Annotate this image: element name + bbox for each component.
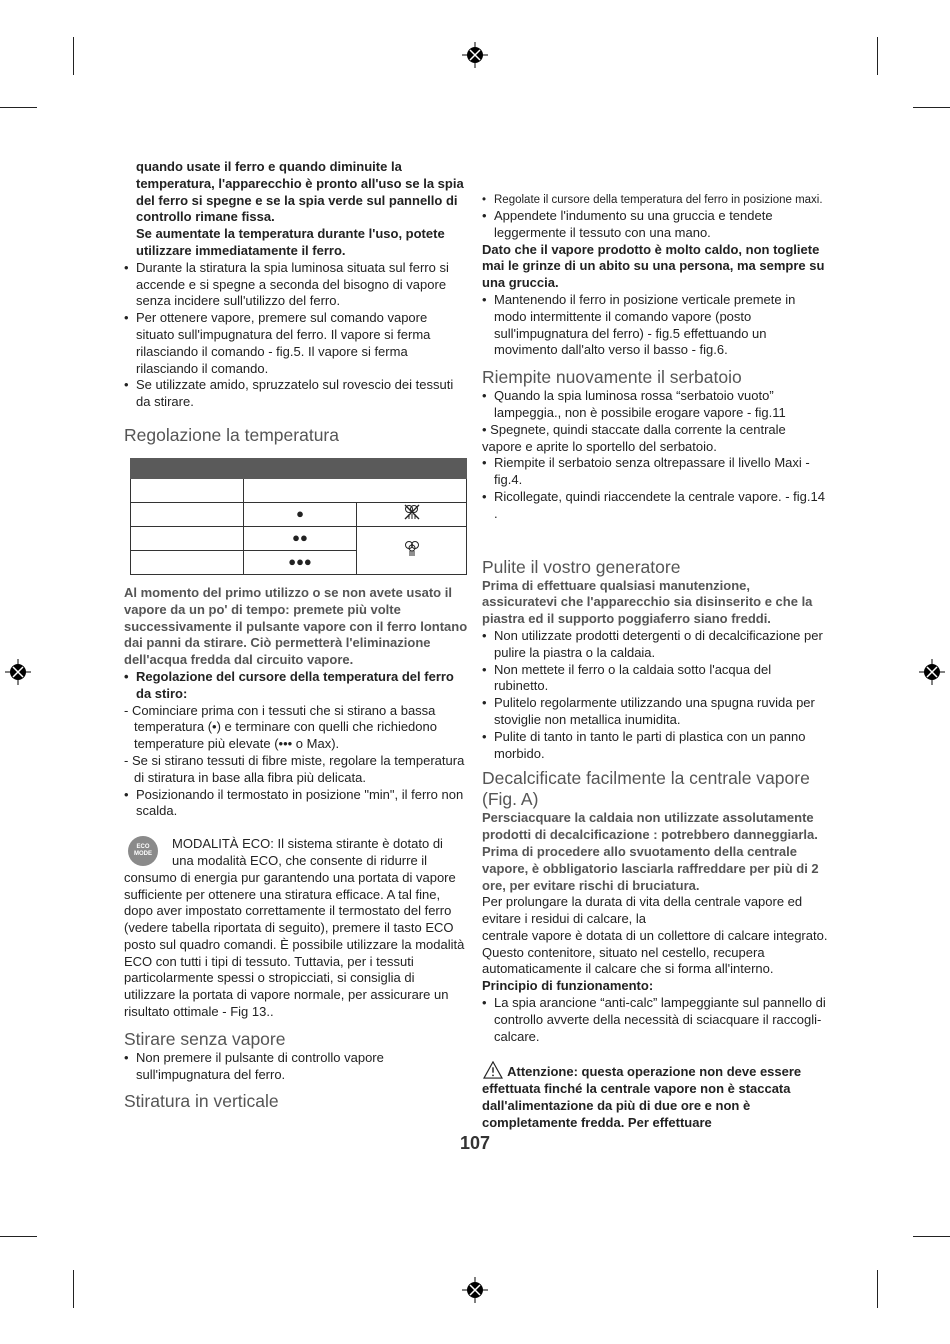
warning-block	[482, 1061, 828, 1131]
cursor-section	[124, 669, 468, 820]
registration-mark-icon	[462, 42, 488, 68]
page-number: 107	[460, 1132, 491, 1153]
right-column	[460, 192, 828, 1154]
list-item: • Mantenendo il ferro in posizione verticale premete in modo intermittente il comando vapore (posto sull'impugnatura del ferro) - fig.5 effettuando un movimento dall'alto verso il basso - fig.6.	[482, 292, 828, 359]
decalc-note: Persciacquare la caldaia non utilizzate assolutamente prodotti di decalcificazione : potrebbero danneggiarla. Prima di procedere allo svuotamento della centrale vapore, è obbligatorio lasciarla raffreddare per più di 2 ore, per evitare rischi di bruciatura.	[482, 810, 819, 893]
decalc-para: centrale vapore è dotata di un collettore di calcare integrato. Questo contenitore, situato nel cestello, recupera automaticamente il calcare che si forma all'interno.	[482, 927, 828, 977]
table-row	[131, 502, 467, 526]
first-use-note: Al momento del primo utilizzo o se non avete usato il vapore da un po' di tempo: premete più volte successivamente il pulsante vapore con il ferro lontano dai panni da stirare. Ciò permetterà l'eliminazione dell'acqua fredda dal circuito vapore.	[124, 584, 468, 668]
crop-mark	[73, 1270, 74, 1308]
principle-label: Principio di funzionamento:	[482, 978, 654, 994]
list-item: • Non utilizzate prodotti detergenti o di decalcificazione per pulire la piastra o la caldaia.	[482, 628, 828, 662]
temp-dots: ●●	[244, 526, 357, 550]
warning-icon	[482, 1061, 504, 1079]
list-item-text: Spegnete, quindi staccate dalla corrente la centrale vapore e aprite lo sportello del serbatoio.	[482, 421, 786, 454]
list-item: • Riempite il serbatoio senza oltrepassare il livello Maxi - fig.4.	[482, 455, 828, 489]
temp-dots: ●●●	[244, 550, 357, 574]
list-item: • La spia arancione “anti-calc” lampeggiante sul pannello di controllo avverte della necessità di sciacquare il raccogli-calcare.	[482, 995, 828, 1045]
list-item: • Pulite di tanto in tanto le parti di plastica con un panno morbido.	[482, 729, 828, 763]
clean-note: Prima di effettuare qualsiasi manutenzione, assicuratevi che l'apparecchio sia disinserito e che la piastra ed il supporto poggiaferro siano freddi.	[482, 577, 813, 627]
list-item: • Per ottenere vapore, premere sul comando vapore situato sull'impugnatura del ferro. Il vapore si ferma rilasciando il comando - fig.5. Il vapore si ferma rilasciando il comando.	[124, 310, 468, 377]
intro-bold-para-2: Se aumentate la temperatura durante l'uso, potete utilizzare immediatamente il ferro.	[136, 226, 445, 258]
steam-icon	[357, 526, 467, 574]
crop-mark	[0, 1236, 37, 1237]
crop-mark	[877, 1270, 878, 1308]
eco-mode-section	[124, 836, 468, 1021]
list-item: • Spegnete, quindi staccate dalla corrente la centrale vapore e aprite lo sportello del serbatoio.	[482, 421, 786, 454]
crop-mark	[913, 1236, 950, 1237]
intro-bold-para: quando usate il ferro e quando diminuite la temperatura, l'apparecchio è pronto all'uso se la spia del ferro si spegne e se la spia verde sul pannello di controllo rimane fissa.	[136, 159, 464, 225]
bullet-list	[124, 260, 468, 411]
intro-bold-text	[124, 159, 468, 260]
crop-mark	[0, 107, 37, 108]
list-item: • Quando la spia luminosa rossa “serbatoio vuoto” lampeggia., non è possibile erogare vapore - fig.11	[482, 388, 828, 422]
heading-decalc: Decalcificate facilmente la centrale vapore (Fig. A)	[482, 768, 810, 810]
heading-refill: Riempite nuovamente il serbatoio	[482, 367, 742, 388]
list-item: • Regolate il cursore della temperatura del ferro in posizione maxi.	[482, 192, 828, 208]
list-item: • Non premere il pulsante di controllo vapore sull'impugnatura del ferro.	[124, 1050, 468, 1084]
list-item: • Appendete l'indumento su una gruccia e tendete leggermente il tessuto con una mano.	[482, 208, 828, 242]
registration-mark-icon	[919, 659, 945, 685]
list-item: • Posizionando il termostato in posizione "min", il ferro non scalda.	[124, 787, 468, 821]
heading-temperature: Regolazione la temperatura	[124, 424, 339, 445]
temperature-table	[130, 458, 467, 575]
list-item: • Durante la stiratura la spia luminosa situata sul ferro si accende e si spegne a seconda del bisogno di vapore senza incidere sull'utilizzo del ferro.	[124, 260, 468, 310]
list-item: • Pulitelo regolarmente utilizzando una spugna ruvida per stoviglie non metallica inumidita.	[482, 695, 828, 729]
eco-mode-text: MODALITÀ ECO: Il sistema stirante è dotato di una modalità ECO, che consente di ridurre il consumo di energia pur garantendo una portata di vapore sufficiente per ottenere una stiratura efficace. A tal fine, dopo aver impostato correttamente il termostato del ferro (vedere tabella riportata di seguito), premere il tasto ECO posto sul quadro comandi. È possibile utilizzare la modalità ECO con tutti i tipi di tessuto. Tuttavia, per i tessuti particolarmente spessi o stropicciati, si consiglia di utilizzare la portata di vapore normale, per assicurare un risultato ottimale - Fig 13..	[124, 836, 465, 1020]
warning-text: Attenzione: questa operazione non deve essere effettuata finché la centrale vapore non è staccata dall'alimentazione da più di due ore e non è completamente fredda. Per effettuare	[482, 1064, 802, 1130]
warning-text: Dato che il vapore prodotto è molto caldo, non togliete mai le grinze di un abito su una persona, ma sempre su una gruccia.	[482, 241, 825, 291]
crop-mark	[73, 37, 74, 75]
left-column	[124, 159, 468, 1112]
list-item: • Regolazione del cursore della temperatura del ferro da stiro:	[124, 669, 468, 703]
no-steam-icon	[357, 502, 467, 526]
heading-vertical: Stiratura in verticale	[124, 1091, 279, 1112]
table-row	[131, 526, 467, 550]
crop-mark	[877, 37, 878, 75]
list-item: • Se utilizzate amido, spruzzatelo sul rovescio dei tessuti da stirare.	[124, 377, 468, 411]
list-item: • Non mettete il ferro o la caldaia sotto l'acqua del rubinetto.	[482, 662, 828, 696]
eco-mode-logo-icon: ECO MODE	[128, 836, 158, 866]
temp-dots: ●	[244, 502, 357, 526]
registration-mark-icon	[5, 659, 31, 685]
heading-clean: Pulite il vostro generatore	[482, 556, 681, 577]
crop-mark	[913, 107, 950, 108]
decalc-para: Per prolungare la durata di vita della centrale vapore ed evitare i residui di calcare, la	[482, 894, 803, 927]
heading-no-steam: Stirare senza vapore	[124, 1028, 286, 1049]
table-row	[131, 478, 467, 502]
table-header	[131, 458, 467, 478]
registration-mark-icon	[462, 1277, 488, 1303]
list-item: • Ricollegate, quindi riaccendete la centrale vapore. - fig.14 .	[482, 489, 828, 523]
list-item: - Se si stirano tessuti di fibre miste, regolare la temperatura di stiratura in base alla fibra più delicata.	[124, 752, 465, 785]
list-item: - Cominciare prima con i tessuti che si stirano a bassa temperatura (•) e terminare con quelli che richiedono temperature più elevate (••• o Max).	[124, 702, 437, 752]
